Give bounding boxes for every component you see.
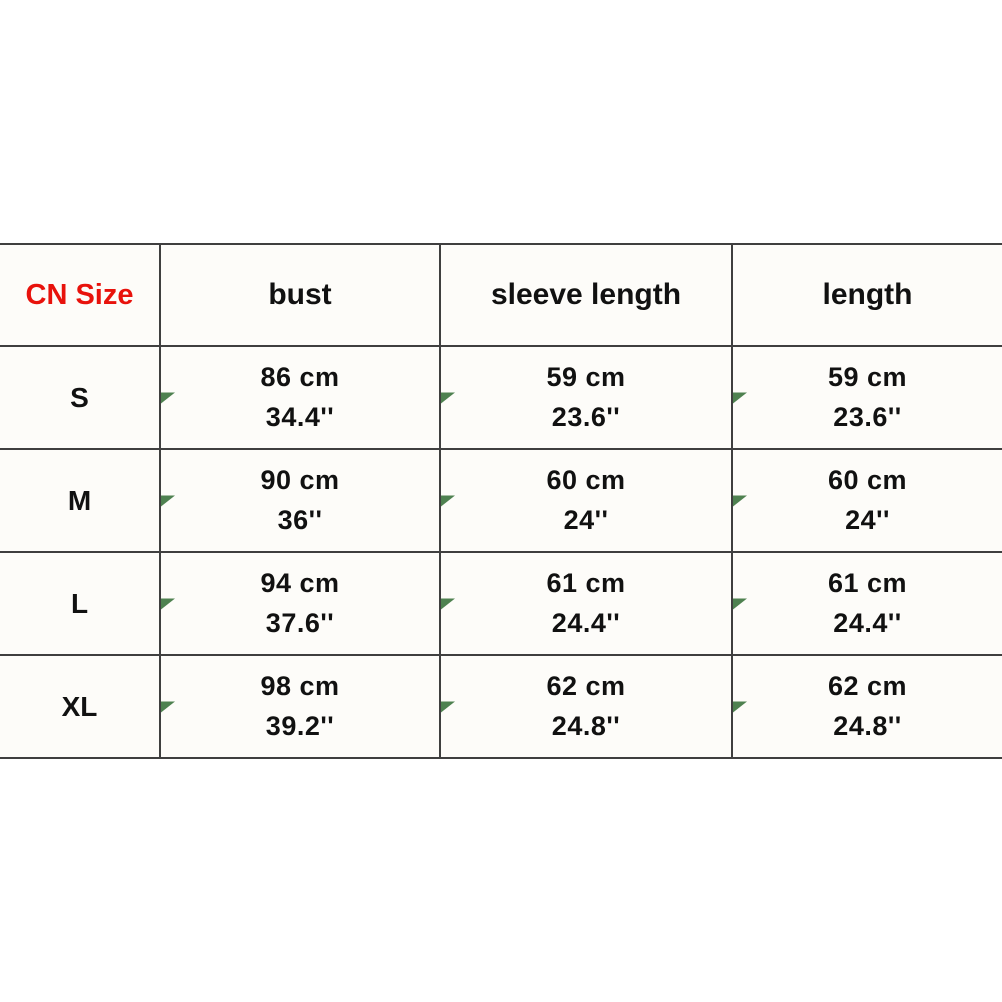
cell-length bbox=[732, 346, 1002, 449]
cell-length bbox=[732, 449, 1002, 552]
table-row bbox=[0, 449, 1002, 552]
value-inch: 24.8'' bbox=[551, 710, 621, 741]
value-cm: 61 cm bbox=[827, 568, 908, 599]
triangle-marker-icon bbox=[161, 598, 175, 609]
triangle-marker-icon bbox=[441, 701, 455, 712]
value-inch: 24.4'' bbox=[551, 607, 621, 638]
triangle-marker-icon bbox=[161, 701, 175, 712]
triangle-marker-icon bbox=[733, 495, 747, 506]
cell-bust bbox=[160, 346, 440, 449]
cell-sleeve-length bbox=[440, 552, 732, 655]
value-inch: 34.4'' bbox=[265, 401, 335, 432]
value-cm: 59 cm bbox=[546, 362, 626, 393]
cell-sleeve-length bbox=[440, 346, 732, 449]
value-cm: 62 cm bbox=[546, 671, 626, 702]
value-cm: 94 cm bbox=[260, 568, 340, 599]
row-size-label: S bbox=[0, 346, 160, 449]
cell-sleeve-length bbox=[440, 655, 732, 758]
value-cm: 60 cm bbox=[827, 465, 908, 496]
column-header-sleeve-length: sleeve length bbox=[440, 244, 732, 346]
column-header-bust: bust bbox=[160, 244, 440, 346]
column-header-length: length bbox=[732, 244, 1002, 346]
value-inch: 23.6'' bbox=[551, 401, 621, 432]
value-cm: 86 cm bbox=[260, 362, 340, 393]
value-inch: 36'' bbox=[277, 504, 323, 535]
value-inch: 23.6'' bbox=[833, 401, 902, 432]
value-inch: 24.4'' bbox=[833, 607, 902, 638]
triangle-marker-icon bbox=[441, 495, 455, 506]
cell-length bbox=[732, 655, 1002, 758]
cell-length bbox=[732, 552, 1002, 655]
size-chart-table bbox=[0, 243, 1002, 759]
column-header-size: CN Size bbox=[0, 244, 160, 346]
row-size-label: M bbox=[0, 449, 160, 552]
cell-bust bbox=[160, 655, 440, 758]
row-size-label: L bbox=[0, 552, 160, 655]
cell-bust bbox=[160, 552, 440, 655]
value-inch: 24'' bbox=[845, 504, 890, 535]
table-header-row bbox=[0, 244, 1002, 346]
triangle-marker-icon bbox=[733, 598, 747, 609]
triangle-marker-icon bbox=[733, 701, 747, 712]
row-size-label: XL bbox=[0, 655, 160, 758]
value-inch: 24.8'' bbox=[833, 710, 902, 741]
value-inch: 39.2'' bbox=[265, 710, 335, 741]
triangle-marker-icon bbox=[441, 392, 455, 403]
triangle-marker-icon bbox=[161, 495, 175, 506]
value-cm: 90 cm bbox=[260, 465, 340, 496]
value-cm: 62 cm bbox=[827, 671, 908, 702]
value-cm: 60 cm bbox=[546, 465, 626, 496]
triangle-marker-icon bbox=[733, 392, 747, 403]
table-row bbox=[0, 346, 1002, 449]
triangle-marker-icon bbox=[441, 598, 455, 609]
value-inch: 37.6'' bbox=[265, 607, 335, 638]
size-chart-container bbox=[0, 243, 1002, 759]
value-inch: 24'' bbox=[563, 504, 609, 535]
cell-bust bbox=[160, 449, 440, 552]
table-row bbox=[0, 552, 1002, 655]
value-cm: 59 cm bbox=[827, 362, 908, 393]
table-row bbox=[0, 655, 1002, 758]
cell-sleeve-length bbox=[440, 449, 732, 552]
value-cm: 61 cm bbox=[546, 568, 626, 599]
value-cm: 98 cm bbox=[260, 671, 340, 702]
triangle-marker-icon bbox=[161, 392, 175, 403]
